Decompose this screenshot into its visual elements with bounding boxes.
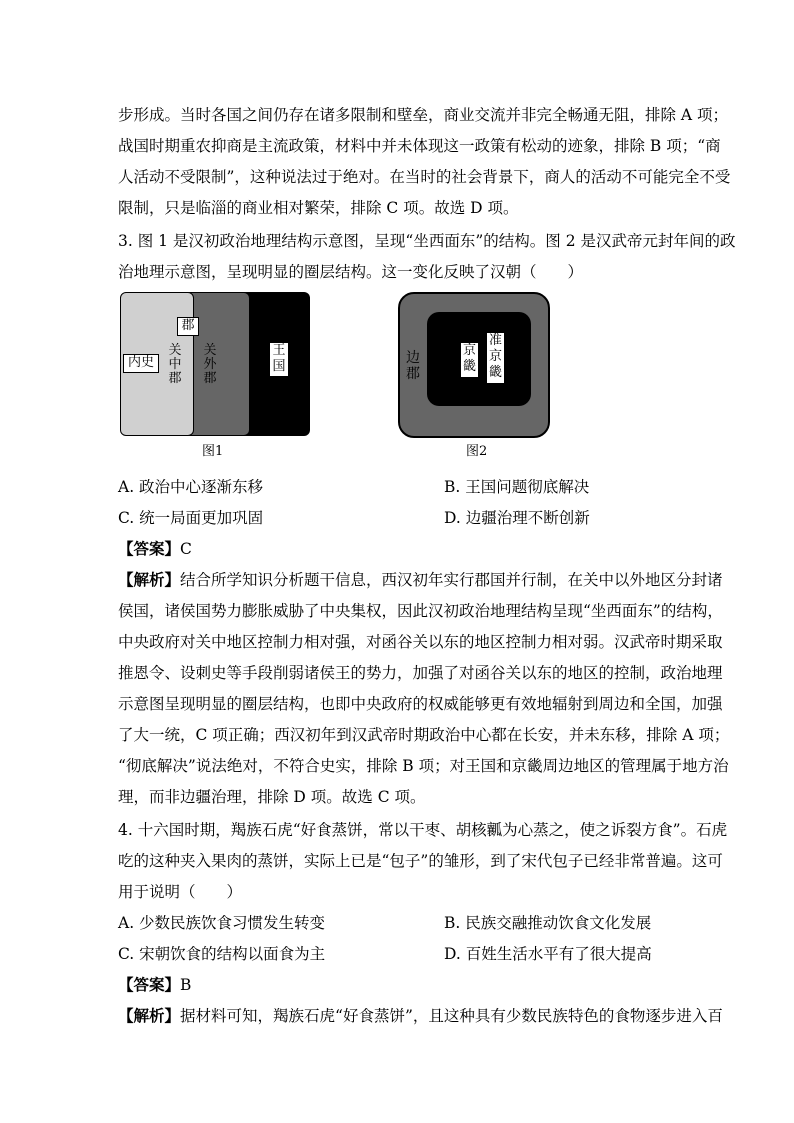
figure-1: [120, 292, 312, 438]
answer-value: C: [180, 540, 192, 558]
question-4-stem: 4. 十六国时期，羯族石虎“好食蒸饼，常以干枣、胡核瓤为心蒸之，使之诉裂方食”。石虎: [118, 821, 728, 839]
analysis-line: 侯国，诸侯国势力膨胀威胁了中央集权，因此汉初政治地理结构呈现“坐西面东”的结构，: [118, 602, 723, 620]
option-b: B. 王国问题彻底解决: [444, 478, 590, 496]
analysis-line: 示意图呈现明显的圈层结构，也即中央政府的权威能够更有效地辐射到周边和全国，加强: [118, 695, 723, 713]
wangguo-label: 王国: [269, 342, 289, 377]
text-line: 限制，只是临淄的商业相对繁荣，排除 C 项。故选 D 项。: [118, 199, 519, 217]
figure-2-caption: 图2: [466, 444, 488, 459]
analysis-line: 中央政府对关中地区控制力相对强，对函谷关以东的地区控制力相对弱。汉武帝时期采取: [118, 633, 723, 651]
analysis-line: “彻底解决”说法绝对，不符合史实，排除 B 项；对王国和京畿周边地区的管理属于地方治: [118, 757, 729, 775]
answer-value: B: [180, 976, 192, 994]
question-3-stem: 治地理示意图，呈现明显的圈层结构。这一变化反映了汉朝（ ）: [118, 263, 584, 281]
analysis-line: 理，而非边疆治理，排除 D 项。故选 C 项。: [118, 788, 426, 806]
question-3-stem: 3. 图 1 是汉初政治地理结构示意图，呈现“坐西面东”的结构。图 2 是汉武帝元封年间的政: [118, 232, 736, 250]
jingji-region: [427, 312, 531, 406]
answer-label: 【答案】: [118, 539, 181, 558]
analysis-label: 【解析】: [118, 570, 181, 589]
option-b: B. 民族交融推动饮食文化发展: [444, 914, 652, 932]
jingji-label: 京畿: [460, 342, 479, 378]
option-c: C. 统一局面更加巩固: [118, 509, 264, 527]
text-line: 人活动不受限制”，这种说法过于绝对。在当时的社会背景下，商人的活动不可能完全不受: [118, 168, 731, 186]
analysis-line: [118, 1005, 723, 1027]
option-c: C. 宋朝饮食的结构以面食为主: [118, 945, 326, 963]
guanwai-label: 关外郡: [203, 343, 217, 386]
figure-1-caption: 图1: [202, 444, 224, 459]
answer-line: [118, 974, 191, 996]
text-line: 步形成。当时各国之间仍存在诸多限制和壁垒，商业交流并非完全畅通无阻，排除 A 项；: [118, 106, 729, 124]
question-4-stem: 用于说明（ ）: [118, 883, 243, 901]
question-4-stem: 吃的这种夹入果肉的蒸饼，实际上已是“包子”的雏形，到了宋代包子已经非常普遍。这可: [118, 852, 723, 870]
huaijingji-label: 准京畿: [486, 332, 505, 384]
answer-label: 【答案】: [118, 975, 181, 994]
analysis-text: 据材料可知，羯族石虎“好食蒸饼”，且这种具有少数民族特色的食物逐步进入百: [180, 1007, 723, 1025]
option-a: A. 少数民族饮食习惯发生转变: [118, 914, 326, 932]
figure-2: [398, 292, 550, 438]
analysis-label: 【解析】: [118, 1006, 181, 1025]
analysis-line: 了大一统，C 项正确；西汉初年到汉武帝时期政治中心都在长安，并未东移，排除 A 项；: [118, 726, 730, 744]
guanzhong-label: 关中郡: [168, 343, 182, 386]
bianjun-label: 边郡: [406, 350, 420, 382]
option-d: D. 百姓生活水平有了很大提高: [444, 945, 652, 963]
answer-line: [118, 538, 192, 560]
text-line: 战国时期重农抑商是主流政策，材料中并未体现这一政策有松动的迹象，排除 B 项；“商: [118, 137, 721, 155]
jun-label: 郡: [177, 317, 199, 336]
option-d: D. 边疆治理不断创新: [444, 509, 590, 527]
analysis-text: 结合所学知识分析题干信息，西汉初年实行郡国并行制，在关中以外地区分封诸: [180, 571, 723, 589]
analysis-line: [118, 569, 723, 591]
option-a: A. 政治中心逐渐东移: [118, 478, 264, 496]
analysis-line: 推恩令、设刺史等手段削弱诸侯王的势力，加强了对函谷关以东的地区的控制，政治地理: [118, 664, 723, 682]
neishi-label: 内史: [123, 354, 159, 373]
